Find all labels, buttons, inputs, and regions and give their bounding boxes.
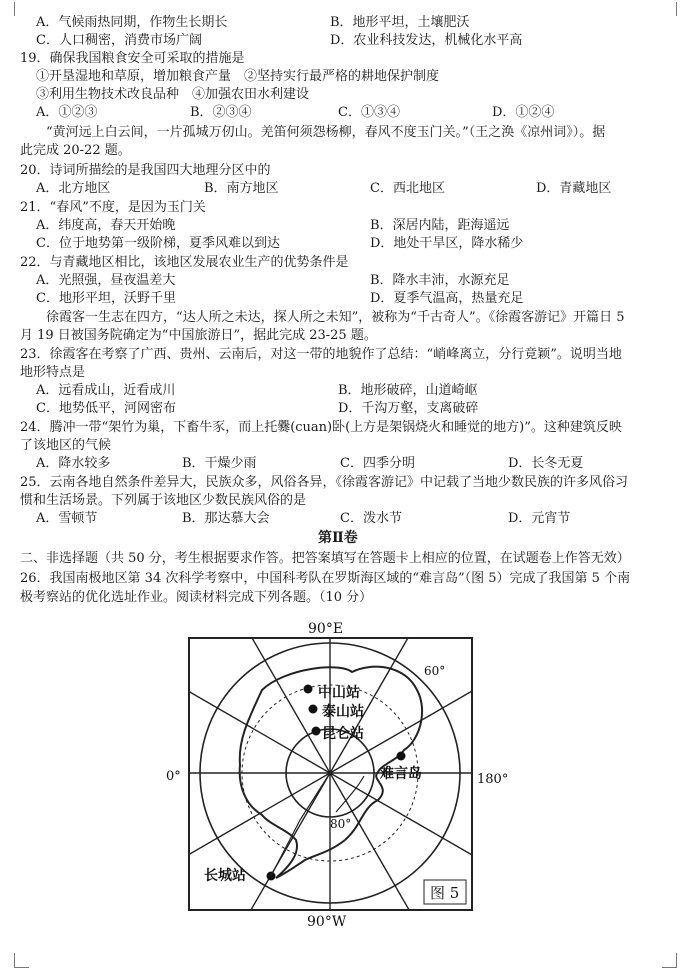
text-line: B．那达慕大会 — [182, 511, 270, 526]
figure-label: 图 5 — [430, 884, 460, 902]
text-line: B．深居内陆，距海遥远 — [370, 218, 510, 233]
text-line: A．光照强，昼夜温差大 — [36, 273, 176, 288]
text-line: C．四季分明 — [340, 456, 415, 471]
text-line: B．地形平坦，土壤肥沃 — [330, 15, 470, 30]
text-line: 23．徐霞客在考察了广西、贵州、云南后，对这一带的地貌作了总结：“峭峰离立，分行竟颖”。说明当地 — [20, 347, 622, 362]
text-line: C．①③④ — [338, 105, 400, 120]
label-lat80: 80° — [330, 817, 352, 831]
text-line: 二、非选择题（共 50 分，考生根据要求作答。把答案填写在答题卡上相应的位置，在试题卷上作答无效） — [20, 551, 630, 566]
label-changcheng: 长城站 — [204, 868, 246, 884]
text-line: 22．与青藏地区相比，该地区发展农业生产的优势条件是 — [20, 255, 349, 270]
text-line: D．千沟万壑，支离破碎 — [338, 401, 479, 416]
label-taishan: 泰山站 — [322, 704, 364, 720]
text-line: C．地势低平，河网密布 — [36, 401, 176, 416]
text-line: 了该地区的气候 — [20, 438, 112, 453]
text-line: 徐霞客一生志在四方，“达人所之未达，探人所之未知”，被称为“千古奇人”。《徐霞客游记》开篇日 5 — [46, 310, 625, 325]
text-line: ③利用生物技术改良品种 ④加强农田水利建设 — [36, 87, 310, 102]
label-nanyan: 难言岛 — [380, 766, 422, 782]
text-line: 19．确保我国粮食安全可采取的措施是 — [20, 51, 245, 66]
text-line: B．地形破碎，山道崎岖 — [338, 383, 478, 398]
text-line: D．元宵节 — [508, 511, 571, 526]
text-line: C．人口稠密，消费市场广阔 — [36, 33, 202, 48]
text-line: 极考察站的优化选址作业。阅读材料完成下列各题。（10 分） — [20, 590, 373, 605]
text-line: C．地形平坦，沃野千里 — [36, 291, 176, 306]
text-line: C．泼水节 — [340, 511, 402, 526]
text-line: 此完成 20-22 题。 — [20, 143, 131, 158]
text-line: D．长冬无夏 — [508, 456, 584, 471]
text-line: 月 19 日被国务院确定为“中国旅游日”，据此完成 23-25 题。 — [20, 328, 377, 343]
text-line: 21．“春风”不度，是因为玉门关 — [20, 200, 206, 215]
text-line: B．干燥少雨 — [182, 456, 257, 471]
text-line: D．夏季气温高，热量充足 — [370, 291, 524, 306]
text-line: C．西北地区 — [370, 181, 445, 196]
text-line: B．降水丰沛，水源充足 — [370, 273, 510, 288]
label-90w: 90°W — [307, 914, 347, 930]
text-line: ①开垦湿地和草原，增加粮食产量 ②坚持实行最严格的耕地保护制度 — [36, 69, 440, 84]
station-dot — [397, 752, 406, 761]
text-line: 25．云南各地自然条件差异大，民族众多，风俗各异，《徐霞客游记》中记载了当地少数民族的许多风俗习 — [20, 475, 629, 490]
text-line: C．位于地势第一级阶梯，夏季风难以到达 — [36, 236, 280, 251]
text-line: A．气候雨热同期，作物生长期长 — [36, 15, 228, 30]
text-line: 地形特点是 — [20, 365, 86, 380]
label-zhongshan: 中山站 — [318, 685, 360, 701]
label-180: 180° — [477, 772, 509, 787]
text-line: B．②③④ — [190, 105, 252, 120]
label-lat60: 60° — [424, 664, 446, 678]
text-line: 惯和生活场景。下列属于该地区少数民族风俗的是 — [20, 493, 307, 508]
station-dot — [304, 685, 313, 694]
text-line: A．北方地区 — [36, 181, 111, 196]
text-line: “黄河远上白云间，一片孤城万仞山。羌笛何须怨杨柳，春风不度玉门关。”（王之涣《凉州词》）。据 — [46, 125, 606, 140]
text-line: 20．诗词所描绘的是我国四大地理分区中的 — [20, 163, 271, 178]
label-90e: 90°E — [308, 621, 344, 637]
text-line: D．①②④ — [492, 105, 555, 120]
text-line: A．降水较多 — [36, 456, 111, 471]
text-line: A．雪顿节 — [36, 511, 98, 526]
text-line: 24．腾冲一带“架竹为巢，下畜牛豕，而上托爨(cuan)卧(上方是架锅烧火和睡觉的地方)”。这种建筑反映 — [20, 420, 622, 435]
text-line: A．①②③ — [36, 105, 98, 120]
text-line: A．远看成山，近看成川 — [36, 383, 176, 398]
label-0: 0° — [166, 769, 181, 784]
station-dot — [312, 727, 321, 736]
text-line: D．农业科技发达，机械化水平高 — [330, 33, 523, 48]
section-title: 第Ⅱ卷 — [318, 530, 358, 546]
text-line: D．青藏地区 — [536, 181, 612, 196]
label-kunlun: 昆仑站 — [322, 726, 364, 742]
text-line: B．南方地区 — [204, 181, 279, 196]
text-line: 26．我国南极地区第 34 次科学考察中，中国科考队在罗斯海区域的“难言岛”（图 5）完成了我国第 5 个南 — [20, 571, 631, 586]
station-dot — [309, 705, 318, 714]
text-line: A．纬度高，春天开始晚 — [36, 218, 176, 233]
text-line: D．地处干旱区，降水稀少 — [370, 236, 524, 251]
